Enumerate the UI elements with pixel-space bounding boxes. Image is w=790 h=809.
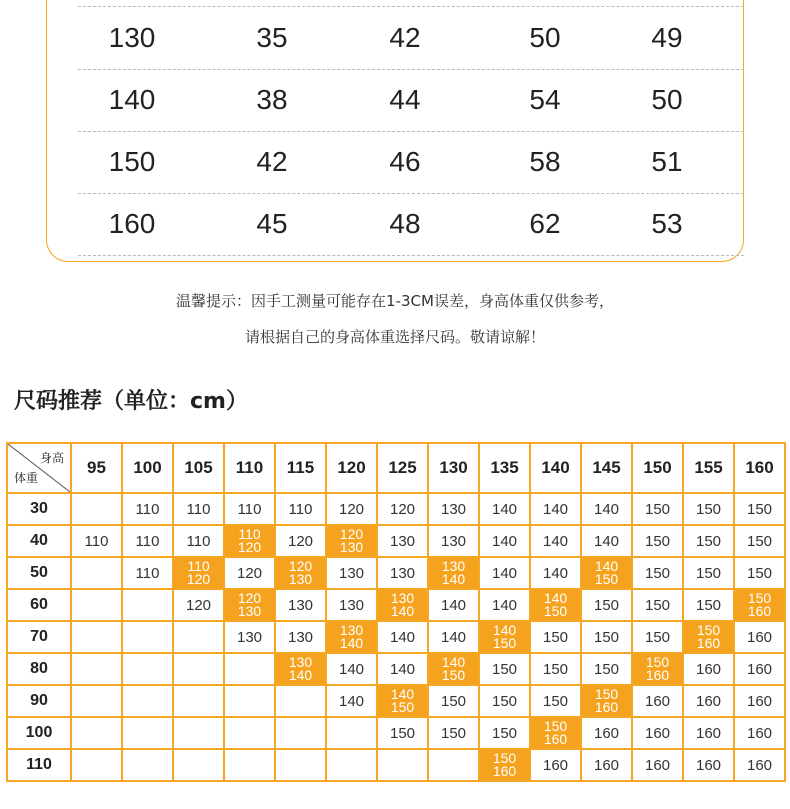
weight-header-cell: 60	[7, 589, 71, 621]
size-cell: 150	[479, 653, 530, 685]
size-cell	[173, 653, 224, 685]
size-cell: 110	[122, 525, 173, 557]
size-cell: 120	[326, 493, 377, 525]
size-cell: 150	[581, 653, 632, 685]
size-cell: 120	[224, 557, 275, 589]
size-cell: 110	[224, 493, 275, 525]
size-cell	[71, 621, 122, 653]
size-value: 150	[441, 667, 466, 683]
size-cell	[71, 557, 122, 589]
size-cell: 160	[632, 685, 683, 717]
size-value: 140	[441, 654, 466, 670]
size-table-cell: 50	[651, 84, 683, 115]
size-value: 150	[543, 718, 568, 734]
highlighted-size-cell	[377, 685, 428, 717]
size-cell	[377, 749, 428, 781]
size-cell: 150	[734, 493, 785, 525]
size-cell: 130	[428, 493, 479, 525]
size-table-cell: 62	[529, 208, 561, 239]
highlighted-size-cell	[275, 557, 326, 589]
size-value: 160	[543, 731, 568, 747]
size-cell	[275, 749, 326, 781]
size-value: 110	[238, 526, 261, 542]
size-cell	[71, 589, 122, 621]
size-cell: 120	[173, 589, 224, 621]
weight-row	[7, 589, 785, 621]
size-table-cell: 44	[389, 84, 421, 115]
size-cell	[71, 749, 122, 781]
size-cell	[122, 685, 173, 717]
size-table-cell: 50	[529, 22, 561, 53]
size-cell	[173, 685, 224, 717]
size-cell: 150	[632, 493, 683, 525]
size-cell: 150	[581, 621, 632, 653]
weight-header-cell: 110	[7, 749, 71, 781]
corner-header-cell	[7, 443, 71, 493]
size-table-cell: 51	[651, 146, 683, 177]
height-header-cell: 95	[71, 443, 122, 493]
size-value: 130	[339, 622, 364, 638]
size-value: 150	[492, 635, 517, 651]
size-cell: 110	[173, 525, 224, 557]
size-cell	[224, 749, 275, 781]
weight-row	[7, 557, 785, 589]
height-header-cell: 130	[428, 443, 479, 493]
height-header-cell: 110	[224, 443, 275, 493]
size-cell	[173, 749, 224, 781]
size-value: 120	[288, 558, 313, 574]
size-cell: 150	[632, 621, 683, 653]
size-cell: 140	[377, 653, 428, 685]
size-value: 140	[339, 635, 364, 651]
size-table-cell: 48	[389, 208, 421, 239]
size-cell: 140	[428, 621, 479, 653]
size-cell: 150	[632, 589, 683, 621]
size-value: 130	[390, 590, 415, 606]
size-table-cell: 140	[108, 84, 156, 115]
tip-line-2: 请根据自己的身高体重选择尺码。敬请谅解！	[244, 328, 545, 346]
highlighted-size-cell	[326, 525, 377, 557]
size-value: 150	[390, 699, 415, 715]
highlighted-size-cell	[377, 589, 428, 621]
size-cell: 150	[530, 621, 581, 653]
tip-line-1: 温馨提示：因手工测量可能存在1-3CM误差，身高体重仅供参考，	[176, 292, 614, 310]
size-value: 140	[390, 686, 415, 702]
weight-header-cell: 100	[7, 717, 71, 749]
size-value: 150	[594, 686, 619, 702]
size-cell	[428, 749, 479, 781]
size-cell: 140	[581, 493, 632, 525]
size-table-row	[0, 7, 790, 69]
size-cell: 160	[734, 621, 785, 653]
weight-header-cell: 30	[7, 493, 71, 525]
size-value: 160	[594, 699, 619, 715]
height-header-cell: 135	[479, 443, 530, 493]
size-cell: 150	[632, 557, 683, 589]
highlighted-size-cell	[224, 589, 275, 621]
size-table-cell: 53	[651, 208, 683, 239]
size-cell	[122, 589, 173, 621]
size-table-cell: 160	[108, 208, 156, 239]
size-cell: 150	[530, 653, 581, 685]
size-cell	[122, 717, 173, 749]
highlighted-size-cell	[632, 653, 683, 685]
size-cell: 160	[683, 749, 734, 781]
weight-row	[7, 653, 785, 685]
size-cell: 110	[122, 493, 173, 525]
size-value: 110	[187, 558, 210, 574]
highlighted-size-cell	[428, 653, 479, 685]
highlighted-size-cell	[224, 525, 275, 557]
size-cell: 150	[581, 589, 632, 621]
highlighted-size-cell	[479, 749, 530, 781]
size-value: 150	[543, 603, 568, 619]
weight-row	[7, 493, 785, 525]
height-header-cell: 105	[173, 443, 224, 493]
size-value: 150	[492, 750, 517, 766]
size-table-cell: 42	[256, 146, 288, 177]
weight-row	[7, 685, 785, 717]
size-value: 130	[441, 558, 466, 574]
height-header-cell: 150	[632, 443, 683, 493]
weight-header-cell: 40	[7, 525, 71, 557]
size-cell: 120	[377, 493, 428, 525]
size-cell: 150	[530, 685, 581, 717]
size-cell	[173, 621, 224, 653]
size-cell: 140	[530, 557, 581, 589]
size-cell	[326, 749, 377, 781]
size-cell: 160	[734, 749, 785, 781]
height-header-cell: 155	[683, 443, 734, 493]
size-value: 130	[237, 603, 262, 619]
corner-height-label: 身高	[39, 451, 64, 465]
highlighted-size-cell	[734, 589, 785, 621]
size-cell: 150	[479, 685, 530, 717]
size-value: 140	[441, 571, 466, 587]
size-cell: 160	[632, 749, 683, 781]
size-cell	[71, 653, 122, 685]
size-cell: 140	[326, 653, 377, 685]
size-value: 140	[594, 558, 619, 574]
size-cell: 130	[326, 557, 377, 589]
size-cell: 110	[173, 493, 224, 525]
highlighted-size-cell	[479, 621, 530, 653]
size-value: 140	[390, 603, 415, 619]
size-table-row	[0, 131, 790, 193]
size-value: 160	[696, 635, 721, 651]
size-cell: 120	[275, 525, 326, 557]
size-table-cell: 45	[256, 208, 288, 239]
weight-row	[7, 621, 785, 653]
size-table-cell: 54	[529, 84, 561, 115]
highlighted-size-cell	[581, 685, 632, 717]
weight-row	[7, 717, 785, 749]
size-value: 150	[594, 571, 619, 587]
size-cell: 140	[428, 589, 479, 621]
size-cell: 140	[581, 525, 632, 557]
height-header-cell: 145	[581, 443, 632, 493]
size-cell: 150	[632, 525, 683, 557]
weight-header-cell: 50	[7, 557, 71, 589]
height-header-cell: 125	[377, 443, 428, 493]
size-table-cell: 150	[108, 146, 156, 177]
size-cell: 150	[428, 685, 479, 717]
size-cell: 130	[275, 589, 326, 621]
size-cell: 150	[683, 589, 734, 621]
size-value: 120	[339, 526, 364, 542]
size-cell: 160	[683, 717, 734, 749]
size-table-cell: 35	[256, 22, 288, 53]
height-header-cell: 160	[734, 443, 785, 493]
size-table-cell: 38	[256, 84, 288, 115]
size-cell	[122, 621, 173, 653]
size-table-row	[0, 69, 790, 131]
size-table-cell: 46	[389, 146, 421, 177]
size-cell: 160	[581, 717, 632, 749]
size-cell	[275, 685, 326, 717]
size-table-row	[0, 193, 790, 255]
size-cell: 150	[683, 557, 734, 589]
size-cell: 110	[275, 493, 326, 525]
highlighted-size-cell	[530, 589, 581, 621]
size-cell	[224, 717, 275, 749]
size-cell	[122, 653, 173, 685]
size-table-cell: 58	[529, 146, 561, 177]
weight-header-cell: 70	[7, 621, 71, 653]
size-cell: 150	[734, 557, 785, 589]
size-value: 130	[288, 571, 313, 587]
size-cell: 130	[224, 621, 275, 653]
size-cell: 150	[683, 525, 734, 557]
highlighted-size-cell	[530, 717, 581, 749]
size-cell: 160	[683, 685, 734, 717]
size-table-cell: 130	[108, 22, 156, 53]
height-header-cell: 115	[275, 443, 326, 493]
size-cell: 130	[428, 525, 479, 557]
size-table-cell: 49	[651, 22, 683, 53]
size-cell: 160	[734, 717, 785, 749]
size-cell: 140	[479, 589, 530, 621]
size-value: 150	[747, 590, 772, 606]
size-cell: 160	[530, 749, 581, 781]
size-cell	[71, 717, 122, 749]
size-cell: 160	[632, 717, 683, 749]
height-header-cell: 120	[326, 443, 377, 493]
size-value: 130	[339, 539, 364, 555]
size-value: 160	[492, 763, 517, 779]
weight-header-cell: 90	[7, 685, 71, 717]
corner-weight-label: 体重	[14, 471, 39, 485]
size-value: 120	[237, 590, 262, 606]
size-value: 160	[645, 667, 670, 683]
size-cell: 110	[122, 557, 173, 589]
size-cell	[71, 685, 122, 717]
recommend-title: 尺码推荐（单位：cm）	[14, 389, 248, 414]
size-cell	[173, 717, 224, 749]
size-table-cell: 42	[389, 22, 421, 53]
size-cell: 160	[734, 653, 785, 685]
size-cell: 130	[377, 557, 428, 589]
size-cell: 150	[479, 717, 530, 749]
height-header-cell: 100	[122, 443, 173, 493]
size-cell	[326, 717, 377, 749]
highlighted-size-cell	[326, 621, 377, 653]
height-header-cell: 140	[530, 443, 581, 493]
size-cell: 140	[479, 525, 530, 557]
size-cell: 160	[581, 749, 632, 781]
size-cell: 130	[275, 621, 326, 653]
size-value: 130	[288, 654, 313, 670]
size-value: 140	[492, 622, 517, 638]
size-cell	[275, 717, 326, 749]
size-value: 120	[186, 571, 211, 587]
size-cell: 150	[683, 493, 734, 525]
size-cell	[224, 685, 275, 717]
size-value: 150	[696, 622, 721, 638]
weight-row	[7, 525, 785, 557]
size-cell: 110	[71, 525, 122, 557]
size-cell: 150	[734, 525, 785, 557]
size-cell: 140	[479, 493, 530, 525]
size-cell: 130	[377, 525, 428, 557]
size-cell: 150	[377, 717, 428, 749]
weight-row	[7, 749, 785, 781]
highlighted-size-cell	[428, 557, 479, 589]
size-cell: 160	[734, 685, 785, 717]
size-cell: 140	[377, 621, 428, 653]
weight-header-cell: 80	[7, 653, 71, 685]
size-cell	[224, 653, 275, 685]
highlighted-size-cell	[581, 557, 632, 589]
size-cell: 140	[530, 493, 581, 525]
size-cell: 130	[326, 589, 377, 621]
size-cell	[122, 749, 173, 781]
size-cell: 150	[428, 717, 479, 749]
size-cell	[71, 493, 122, 525]
size-cell: 140	[479, 557, 530, 589]
size-value: 140	[288, 667, 313, 683]
size-value: 160	[747, 603, 772, 619]
size-recommend-table	[6, 442, 786, 782]
highlighted-size-cell	[275, 653, 326, 685]
highlighted-size-cell	[173, 557, 224, 589]
size-value: 150	[645, 654, 670, 670]
size-cell: 160	[683, 653, 734, 685]
divider	[78, 255, 744, 256]
size-value: 120	[237, 539, 262, 555]
highlighted-size-cell	[683, 621, 734, 653]
size-cell: 140	[326, 685, 377, 717]
size-value: 140	[543, 590, 568, 606]
size-cell: 140	[530, 525, 581, 557]
